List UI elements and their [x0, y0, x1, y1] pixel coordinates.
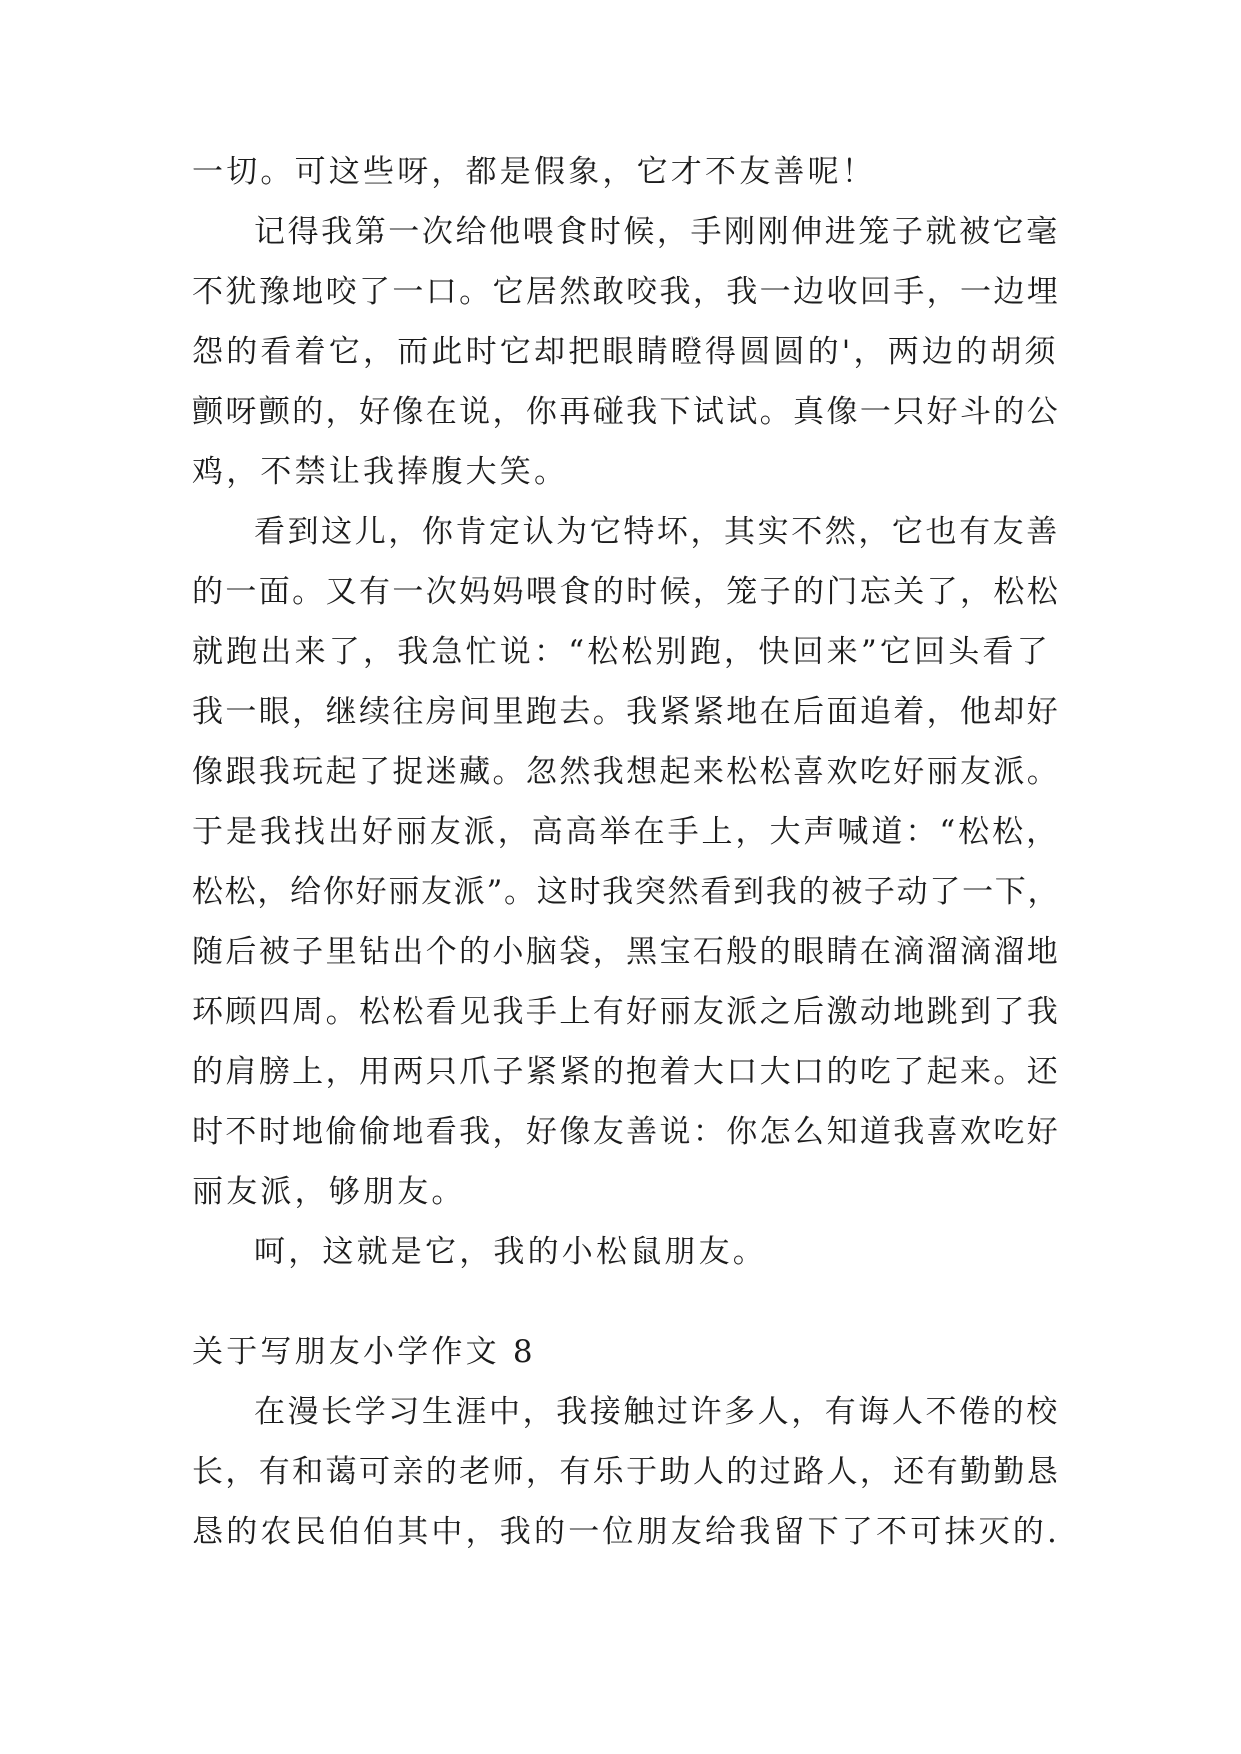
paragraph-first-line: 看到这儿，你肯定认为它特坏，其实不然，它也有友善 — [254, 514, 1060, 550]
text-line: 环顾四周。松松看见我手上有好丽友派之后激动地跳到了我 — [192, 994, 1061, 1030]
text-line: 像跟我玩起了捉迷藏。忽然我想起来松松喜欢吃好丽友派。 — [192, 754, 1061, 790]
text-line: 不犹豫地咬了一口。它居然敢咬我，我一边收回手，一边埋 — [192, 274, 1061, 310]
text-line: 恳的农民伯伯其中，我的一位朋友给我留下了不可抹灭的. — [192, 1514, 1061, 1550]
text-line: 的一面。又有一次妈妈喂食的时候，笼子的门忘关了，松松 — [192, 574, 1061, 610]
text-line: 颤呀颤的，好像在说，你再碰我下试试。真像一只好斗的公 — [192, 394, 1061, 430]
text-line: 随后被子里钻出个的小脑袋，黑宝石般的眼睛在滴溜滴溜地 — [192, 934, 1061, 970]
text-line: 丽友派，够朋友。 — [192, 1174, 466, 1210]
paragraph-first-line: 在漫长学习生涯中，我接触过许多人，有诲人不倦的校 — [254, 1394, 1060, 1430]
section-heading: 关于写朋友小学作文 8 — [192, 1334, 536, 1370]
text-line: 松松，给你好丽友派”。这时我突然看到我的被子动了一下， — [192, 874, 1061, 910]
text-line: 就跑出来了，我急忙说：“松松别跑，快回来”它回头看了 — [192, 634, 1051, 670]
text-line: 于是我找出好丽友派，高高举在手上，大声喊道：“松松， — [192, 814, 1061, 850]
text-line: 的肩膀上，用两只爪子紧紧的抱着大口大口的吃了起来。还 — [192, 1054, 1061, 1090]
paragraph-first-line: 记得我第一次给他喂食时候，手刚刚伸进笼子就被它毫 — [254, 214, 1060, 250]
text-line: 我一眼，继续往房间里跑去。我紧紧地在后面追着，他却好 — [192, 694, 1061, 730]
paragraph-first-line: 呵，这就是它，我的小松鼠朋友。 — [254, 1234, 767, 1270]
text-line: 鸡，不禁让我捧腹大笑。 — [192, 454, 569, 490]
text-line: 怨的看着它，而此时它却把眼睛瞪得圆圆的'，两边的胡须 — [192, 334, 1059, 370]
text-line: 时不时地偷偷地看我，好像友善说：你怎么知道我喜欢吃好 — [192, 1114, 1061, 1150]
text-line: 一切。可这些呀，都是假象，它才不友善呢！ — [192, 154, 876, 190]
text-line: 长，有和蔼可亲的老师，有乐于助人的过路人，还有勤勤恳 — [192, 1454, 1061, 1490]
